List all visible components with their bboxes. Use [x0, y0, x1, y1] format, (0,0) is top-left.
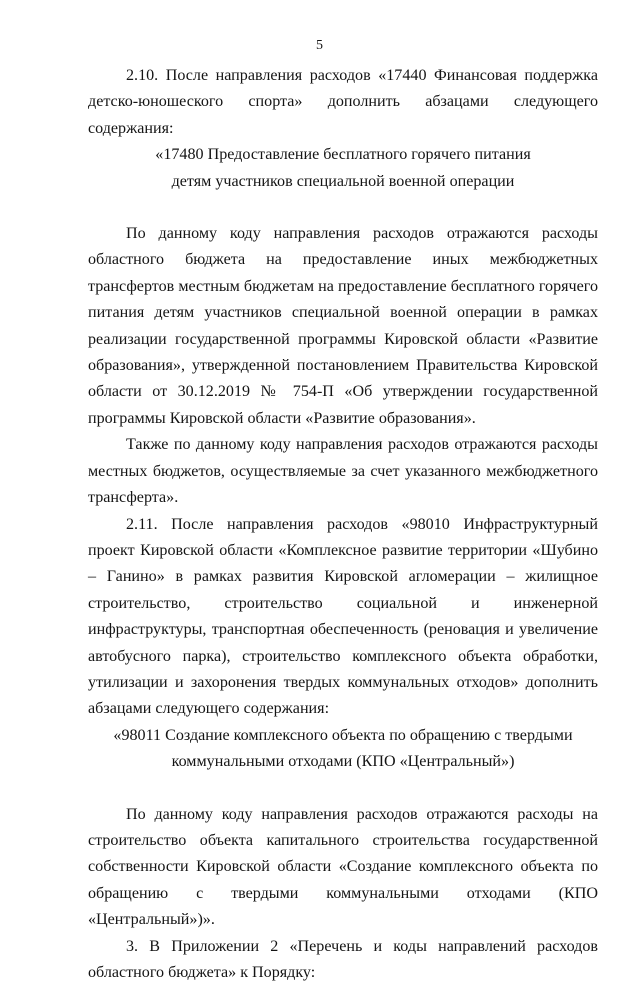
paragraph-2-10: 2.10. После направления расходов «17440 Финансовая поддержка детско-юношеского спорта» дополнить абзацами следующего содержания:	[88, 67, 598, 137]
code-98011-title-line2: коммунальными отходами (КПО «Центральный»)	[171, 753, 515, 771]
page-number: 5	[316, 38, 323, 53]
paragraph-98011-description: По данному коду направления расходов отражаются расходы на строительство объекта капитального строительства государственной собственности Кировской области «Создание комплексного объекта по обращению с твердыми коммунальными отходами (КПО «Центральный»)».	[88, 805, 598, 929]
paragraph-17480-local-budgets: Также по данному коду направления расходов отражаются расходы местных бюджетов, осуществляемые за счет указанного межбюджетного трансферта».	[88, 436, 598, 507]
code-17480-title-line1: «17480 Предоставление бесплатного горячего питания	[155, 146, 531, 164]
code-17480-title-line2: детям участников специальной военной операции	[171, 172, 515, 190]
document-body	[88, 63, 598, 986]
paragraph-2-11: 2.11. После направления расходов «98010 Инфраструктурный проект Кировской области «Комплексное развитие территории «Шубино – Ганино» в рамках развития Кировской агломерации – жилищное строительство, строительство социальной и инженерной инфраструктуры, транспортная обеспеченность (реновация и увеличение автобусного парка), строительство комплексного объекта обработки, утилизации и захоронения твердых коммунальных отходов» дополнить абзацами следующего содержания:	[88, 515, 598, 718]
paragraph-3: 3. В Приложении 2 «Перечень и коды направлений расходов областного бюджета» к Порядку:	[88, 937, 598, 981]
code-98011-title-line1: «98011 Создание комплексного объекта по обращению с твердыми	[113, 726, 573, 744]
paragraph-17480-description: По данному коду направления расходов отражаются расходы областного бюджета на предоставление иных межбюджетных трансфертов местным бюджетам на предоставление бесплатного горячего питания детям участников специальной военной операции в рамках реализации государственной программы Кировской области «Развитие образования», утвержденной постановлением Правительства Кировской области от 30.12.2019 № 754-П «Об утверждении государственной программы Кировской области «Развитие образования».	[88, 225, 598, 427]
